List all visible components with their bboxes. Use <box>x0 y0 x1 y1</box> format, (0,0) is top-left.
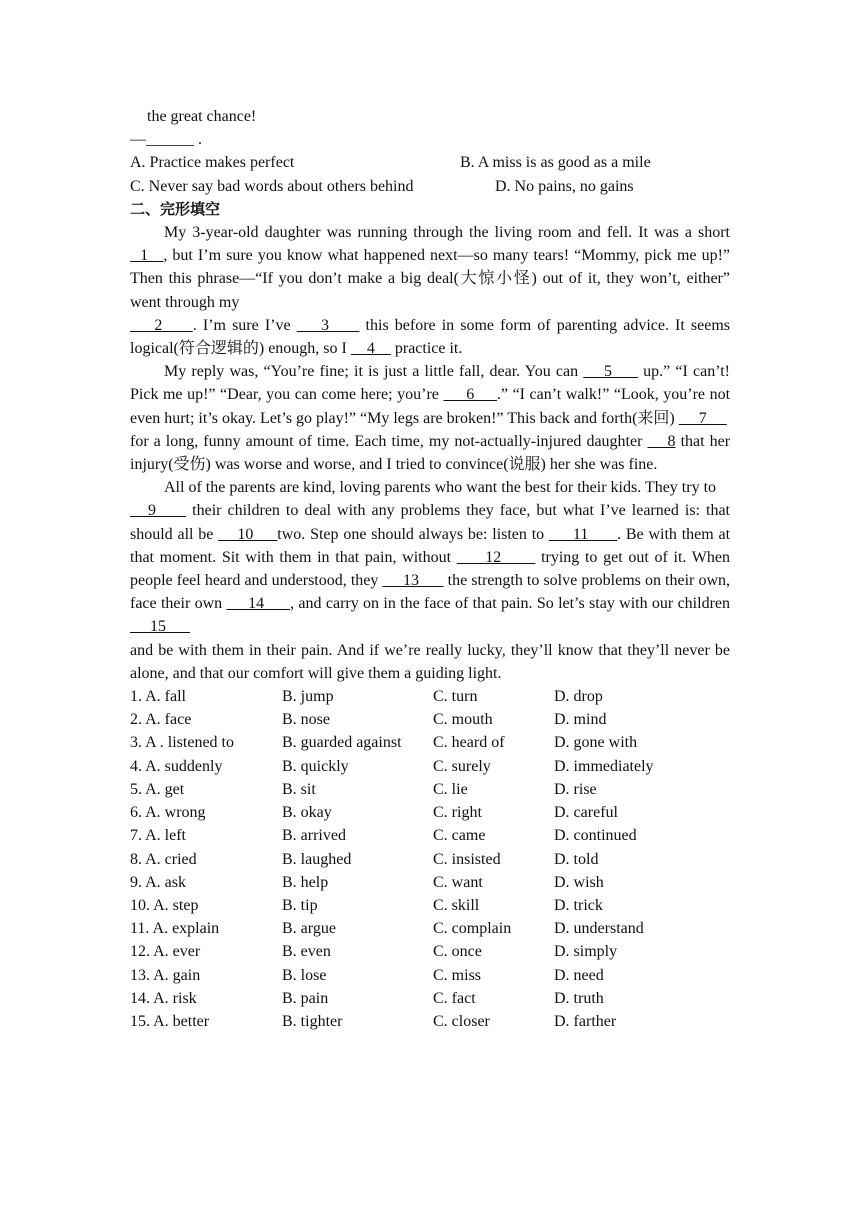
choice-cell: B. guarded against <box>282 734 402 752</box>
choice-cell: D. understand <box>554 920 644 938</box>
blank-7: 7 <box>678 409 727 427</box>
answer-dash: — <box>130 131 146 149</box>
choice-cell: C. heard of <box>433 734 505 752</box>
passage-text: this before in some form of parenting advice. It seems logical(符合逻辑的) enough, so I <box>130 316 731 358</box>
choice-cell: D. drop <box>554 688 603 706</box>
passage-paragraph-3 <box>130 476 730 499</box>
section-heading: 二、完形填空 <box>130 199 221 218</box>
choice-cell: C. closer <box>433 1012 490 1030</box>
prev-options-row-1 <box>130 151 730 174</box>
choice-cell: B. lose <box>282 966 327 984</box>
blank-5: 5 <box>583 363 638 381</box>
choice-cell: D. careful <box>554 804 618 822</box>
choice-cell: 14. A. risk <box>130 989 197 1007</box>
choice-cell: C. insisted <box>433 850 501 868</box>
choice-cell: B. pain <box>282 989 329 1007</box>
choice-cell: C. fact <box>433 989 476 1007</box>
choice-cell: C. complain <box>433 920 512 938</box>
choice-cell: C. once <box>433 943 482 961</box>
choice-cell: B. laughed <box>282 850 352 868</box>
worksheet-page <box>130 105 730 1033</box>
blank-11: 11 <box>548 525 618 543</box>
choice-cell: B. even <box>282 943 331 961</box>
choice-cell: C. skill <box>433 896 480 914</box>
blank-12: 12 <box>456 548 536 566</box>
choice-cell: C. surely <box>433 757 491 775</box>
passage-text: practice it. <box>390 340 463 358</box>
choice-cell: B. okay <box>282 804 332 822</box>
blank-10: 10 <box>218 525 278 543</box>
passage-text: . Be with them at that moment. Sit with them in that pain, without <box>130 525 731 566</box>
choice-cell: 4. A. suddenly <box>130 757 223 775</box>
blank-1: 1 <box>130 247 164 265</box>
choice-cell: 5. A. get <box>130 780 185 798</box>
choice-cell: B. arrived <box>282 827 346 845</box>
choice-cell: D. continued <box>554 827 637 845</box>
blank-13: 13 <box>382 572 444 590</box>
choice-cell: C. mouth <box>433 711 493 729</box>
choice-cell: C. came <box>433 827 486 845</box>
choice-cell: B. sit <box>282 780 316 798</box>
blank-6: 6 <box>443 386 497 404</box>
choice-cell: 7. A. left <box>130 827 186 845</box>
choice-cell: 9. A. ask <box>130 873 186 891</box>
prev-option-b: B. A miss is as good as a mile <box>460 154 651 172</box>
choice-cell: B. tip <box>282 896 318 914</box>
passage-text: for a long, funny amount of time. Each time, my not-actually-injured daughter <box>130 432 648 450</box>
choice-cell: C. turn <box>433 688 478 706</box>
blank-2: 2 <box>130 316 193 334</box>
choice-cell: D. truth <box>554 989 604 1007</box>
blank-8: 8 <box>647 432 676 450</box>
choice-cell: D. gone with <box>554 734 638 752</box>
choice-cell: B. help <box>282 873 329 891</box>
blank-15: 15 <box>130 618 190 636</box>
blank-4: 4 <box>350 340 391 358</box>
passage-paragraph-2 <box>130 360 730 430</box>
choice-cell: D. need <box>554 966 604 984</box>
choice-cell: B. tighter <box>282 1012 343 1030</box>
passage-paragraph-1-cont <box>130 314 730 360</box>
prev-option-d: D. No pains, no gains <box>495 177 634 195</box>
choice-cell: 1. A. fall <box>130 688 186 706</box>
choice-cell: 15. A. better <box>130 1012 210 1030</box>
passage-text: up.” “I can’t! Pick me up!” “Dear, you can come here; you’re <box>130 363 731 404</box>
choice-cell: B. jump <box>282 688 334 706</box>
passage-text: . I’m sure I’ve <box>192 316 297 334</box>
choice-cell: C. want <box>433 873 483 891</box>
choice-cell: D. farther <box>554 1012 617 1030</box>
passage-paragraph-2-cont <box>130 430 730 476</box>
choice-cell: 3. A . listened to <box>130 734 234 752</box>
passage-text: trying to get out of it. When people feel heard and understood, they <box>130 548 731 590</box>
passage-paragraph-3-end: and be with them in their pain. And if we’re really lucky, they’ll know that they’ll never be alone, and that our comfort will give them a guiding light. <box>130 641 730 682</box>
choice-cell: 11. A. explain <box>130 920 220 938</box>
choice-cell: C. lie <box>433 780 468 798</box>
choice-cell: 6. A. wrong <box>130 804 206 822</box>
blank-3: 3 <box>296 316 360 334</box>
choice-cell: D. rise <box>554 780 597 798</box>
choice-cell: D. wish <box>554 873 604 891</box>
passage-text: , but I’m sure you know what happened next—so many tears! “Mommy, pick me up!” Then this phrase—“If you don’t make a big deal(大惊小怪) out of it, they won’t, either” went through my <box>130 247 731 311</box>
choice-cell: C. miss <box>433 966 482 984</box>
choice-cell: B. nose <box>282 711 330 729</box>
passage-text: All of the parents are kind, loving parents who want the best for their kids. They try to <box>164 479 717 497</box>
choice-cell: 8. A. cried <box>130 850 197 868</box>
choice-cell: D. immediately <box>554 757 654 775</box>
choices-table <box>130 685 730 1033</box>
blank-9: 9 <box>130 502 187 520</box>
choice-cell: 13. A. gain <box>130 966 201 984</box>
choice-cell: C. right <box>433 804 482 822</box>
passage-text: the strength to solve problems on their own, face their own <box>130 572 731 613</box>
choice-cell: 10. A. step <box>130 896 199 914</box>
choice-cell: D. told <box>554 850 599 868</box>
passage-paragraph-1 <box>130 221 730 314</box>
passage-text: that her injury(受伤) was worse and worse, and I tried to convince(说服) her she was fine. <box>130 432 731 474</box>
prev-option-a: A. Practice makes perfect <box>130 154 295 172</box>
prev-options-row-2 <box>130 175 730 198</box>
passage-paragraph-3-cont <box>130 499 730 638</box>
passage-text: My reply was, “You’re fine; it is just a little fall, dear. You can <box>164 363 584 381</box>
choice-cell: B. quickly <box>282 757 349 775</box>
passage-text: two. Step one should always be: listen to <box>277 525 549 543</box>
choice-cell: 2. A. face <box>130 711 192 729</box>
answer-period: . <box>194 131 202 149</box>
choice-cell: D. trick <box>554 896 603 914</box>
passage-text: .” “I can’t walk!” “Look, you’re not even hurt; it’s okay. Let’s go play!” “My legs are broken!” This back and forth(来回) <box>130 386 731 427</box>
prev-option-c: C. Never say bad words about others behind <box>130 177 414 195</box>
answer-blank: ______ <box>146 131 194 149</box>
blank-14: 14 <box>226 595 291 613</box>
choice-cell: D. simply <box>554 943 618 961</box>
passage-text: their children to deal with any problems they face, but what I’ve learned is: that should all be <box>130 502 730 543</box>
choice-cell: D. mind <box>554 711 607 729</box>
choice-cell: B. argue <box>282 920 336 938</box>
prev-answer-line <box>130 128 730 151</box>
passage-text: My 3-year-old daughter was running through the living room and fell. It was a short <box>164 224 730 242</box>
choice-cell: 12. A. ever <box>130 943 201 961</box>
prev-question-tail: the great chance! <box>147 108 257 125</box>
passage-text: , and carry on in the face of that pain. So let’s stay with our children <box>290 595 731 613</box>
